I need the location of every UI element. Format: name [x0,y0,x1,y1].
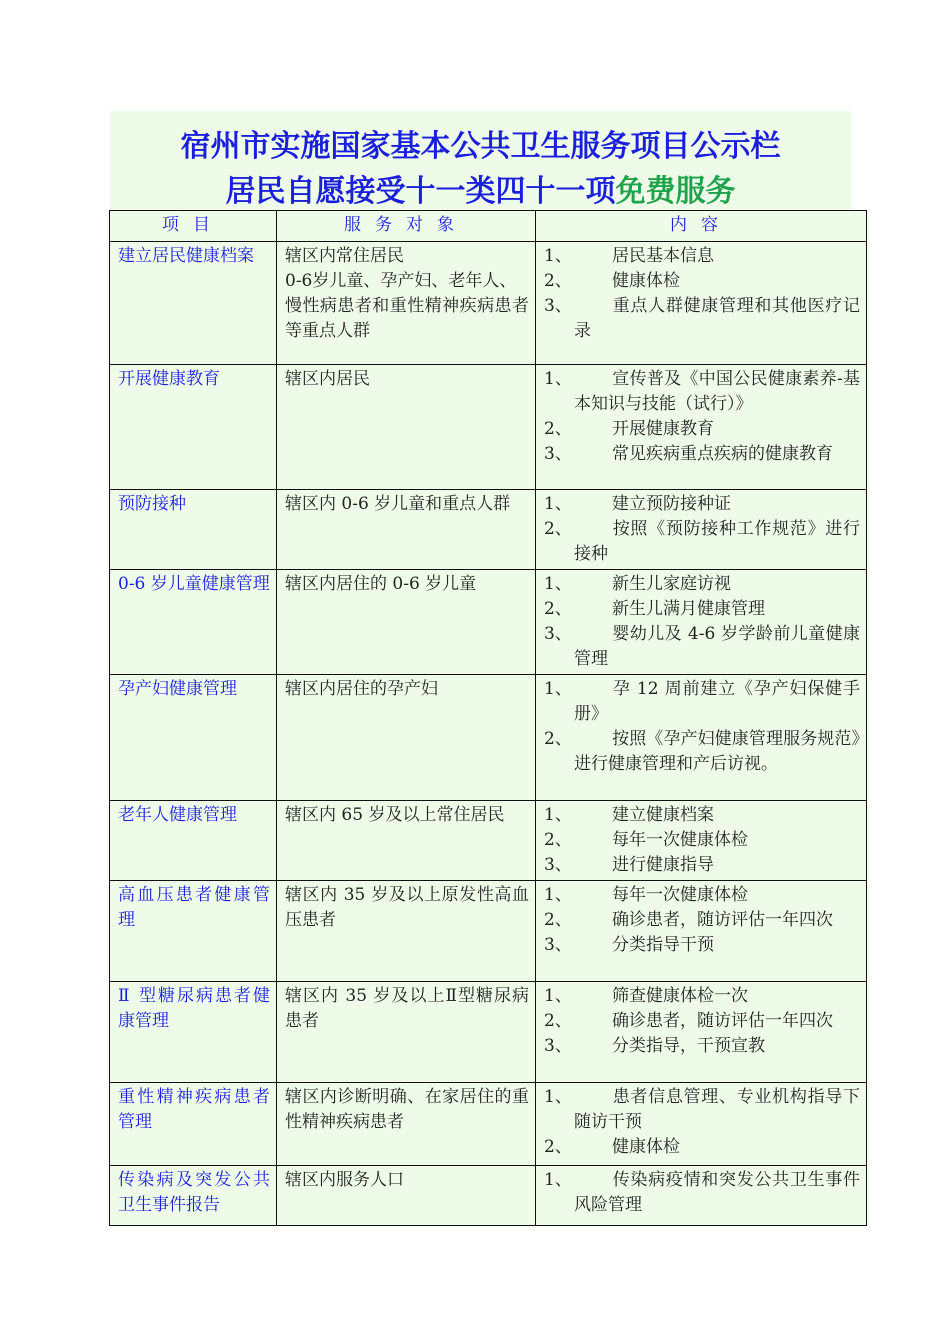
content-item-text: 常见疾病重点疾病的健康教育 [612,444,833,464]
content-item-number: 2、 [544,729,572,749]
content-item [544,828,860,853]
content-item [544,622,860,672]
content-item-number: 1、 [544,885,572,905]
service-content [536,1166,867,1226]
content-item-number: 2、 [544,271,572,291]
content-item-number: 3、 [544,444,572,464]
service-target [277,675,536,801]
table-row [110,570,867,675]
content-item [544,727,860,777]
content-item [544,933,860,958]
service-target [277,490,536,570]
content-item-number: 1、 [544,574,572,594]
content-item-text: 健康体检 [612,1137,680,1157]
content-item [544,984,860,1009]
content-item-number: 2、 [544,419,572,439]
service-item: 高血压患者健康管理 [110,881,277,982]
content-item-text: 分类指导干预 [612,935,714,955]
content-item-text: 确诊患者，随访评估一年四次 [612,1011,833,1031]
table-row [110,1083,867,1166]
content-item [544,367,860,417]
content-item-number: 1、 [544,805,572,825]
service-content [536,242,867,365]
service-item: 重性精神疾病患者管理 [110,1083,277,1166]
content-item-number: 3、 [544,624,572,644]
content-item-text: 新生儿家庭访视 [612,574,731,594]
target-line: 慢性病患者和重性精神疾病患者等重点人群 [285,296,529,341]
content-item [544,803,860,828]
content-item [544,492,860,517]
content-item-number: 2、 [544,830,572,850]
content-item-number: 3、 [544,855,572,875]
content-item-number: 1、 [544,679,572,699]
service-target [277,881,536,982]
content-item-text: 宣传普及《中国公民健康素养-基本知识与技能（试行）》 [574,369,860,414]
service-target [277,801,536,881]
service-target [277,1166,536,1226]
header-content: 内容 [536,211,867,242]
target-line: 辖区内居住的 0-6 岁儿童 [285,574,477,594]
content-item [544,908,860,933]
target-line: 辖区内常住居民 [285,246,404,266]
content-item [544,417,860,442]
service-target [277,982,536,1083]
service-item: 建立居民健康档案 [110,242,277,365]
content-item [544,1009,860,1034]
service-item: 孕产妇健康管理 [110,675,277,801]
content-item [544,1034,860,1059]
content-item-text: 开展健康教育 [612,419,714,439]
content-item-text: 分类指导，干预宣教 [612,1036,765,1056]
content-item-number: 1、 [544,246,572,266]
content-item [544,883,860,908]
header-target: 服务对象 [277,211,536,242]
table-header-row [110,211,867,242]
table-row [110,675,867,801]
services-table [109,210,867,1226]
target-line: 辖区内服务人口 [285,1170,404,1190]
service-item: 0-6 岁儿童健康管理 [110,570,277,675]
content-item [544,517,860,567]
content-item-number: 1、 [544,1170,572,1190]
content-item-text: 每年一次健康体检 [612,885,748,905]
service-item: 预防接种 [110,490,277,570]
service-content [536,801,867,881]
content-item-text: 婴幼儿及 4-6 岁学龄前儿童健康管理 [574,624,860,669]
subtitle-highlight: 免费服务 [615,174,736,209]
service-item: Ⅱ 型糖尿病患者健康管理 [110,982,277,1083]
content-item-text: 传染病疫情和突发公共卫生事件风险管理 [574,1170,860,1215]
service-content [536,675,867,801]
target-line: 0-6岁儿童、孕产妇、老年人、 [285,271,517,291]
content-item-text: 按照《预防接种工作规范》进行接种 [574,519,860,564]
table-row [110,982,867,1083]
target-line: 辖区内诊断明确、在家居住的重性精神疾病患者 [285,1087,529,1132]
content-item [544,1168,860,1218]
page-subtitle [110,166,851,210]
content-item-text: 孕 12 周前建立《孕产妇保健手册》 [574,679,860,724]
content-item-number: 3、 [544,296,572,316]
service-content [536,570,867,675]
content-item [544,244,860,269]
title-block [110,111,851,210]
content-item-number: 2、 [544,1011,572,1031]
content-item-number: 2、 [544,599,572,619]
service-target [277,365,536,490]
table-row [110,365,867,490]
content-item-text: 重点人群健康管理和其他医疗记录 [574,296,860,341]
content-item [544,572,860,597]
service-content [536,365,867,490]
content-item-text: 按照《孕产妇健康管理服务规范》进行健康管理和产后访视。 [574,729,860,774]
content-item [544,294,860,344]
content-item [544,1135,860,1160]
content-item-text: 筛查健康体检一次 [612,986,748,1006]
content-item-text: 新生儿满月健康管理 [612,599,765,619]
content-item-number: 1、 [544,1087,572,1107]
service-content [536,1083,867,1166]
content-item-text: 居民基本信息 [612,246,714,266]
content-item-number: 2、 [544,910,572,930]
content-item-number: 1、 [544,369,572,389]
target-line: 辖区内居民 [285,369,370,389]
target-line: 辖区内居住的孕产妇 [285,679,438,699]
table-row [110,490,867,570]
content-item-text: 进行健康指导 [612,855,714,875]
content-item-number: 3、 [544,935,572,955]
content-item [544,597,860,622]
service-content [536,881,867,982]
page-title: 宿州市实施国家基本公共卫生服务项目公示栏 [180,129,781,164]
service-target [277,1083,536,1166]
table-row [110,881,867,982]
header-item: 项目 [110,211,277,242]
content-item-text: 每年一次健康体检 [612,830,748,850]
target-line: 辖区内 35 岁及以上原发性高血压患者 [285,885,529,930]
service-content [536,982,867,1083]
content-item-number: 1、 [544,986,572,1006]
target-line: 辖区内 0-6 岁儿童和重点人群 [285,494,511,514]
service-item: 老年人健康管理 [110,801,277,881]
table-body [110,242,867,1226]
content-item [544,442,860,467]
content-item-text: 患者信息管理、专业机构指导下随访干预 [574,1087,860,1132]
target-line: 辖区内 35 岁及以上Ⅱ型糖尿病患者 [285,986,529,1031]
content-item-text: 建立健康档案 [612,805,714,825]
content-item-text: 健康体检 [612,271,680,291]
content-item-number: 1、 [544,494,572,514]
target-line: 辖区内 65 岁及以上常住居民 [285,805,505,825]
service-target [277,570,536,675]
content-item-text: 建立预防接种证 [612,494,731,514]
content-item [544,269,860,294]
content-item-number: 2、 [544,519,572,539]
service-content [536,490,867,570]
table-row [110,1166,867,1226]
subtitle-main: 居民自愿接受十一类四十一项 [225,174,616,209]
content-item [544,1085,860,1135]
content-item [544,677,860,727]
content-item [544,853,860,878]
content-item-number: 2、 [544,1137,572,1157]
service-item: 开展健康教育 [110,365,277,490]
content-item-text: 确诊患者，随访评估一年四次 [612,910,833,930]
service-target [277,242,536,365]
table-row [110,801,867,881]
table-row [110,242,867,365]
service-item: 传染病及突发公共卫生事件报告 [110,1166,277,1226]
content-item-number: 3、 [544,1036,572,1056]
